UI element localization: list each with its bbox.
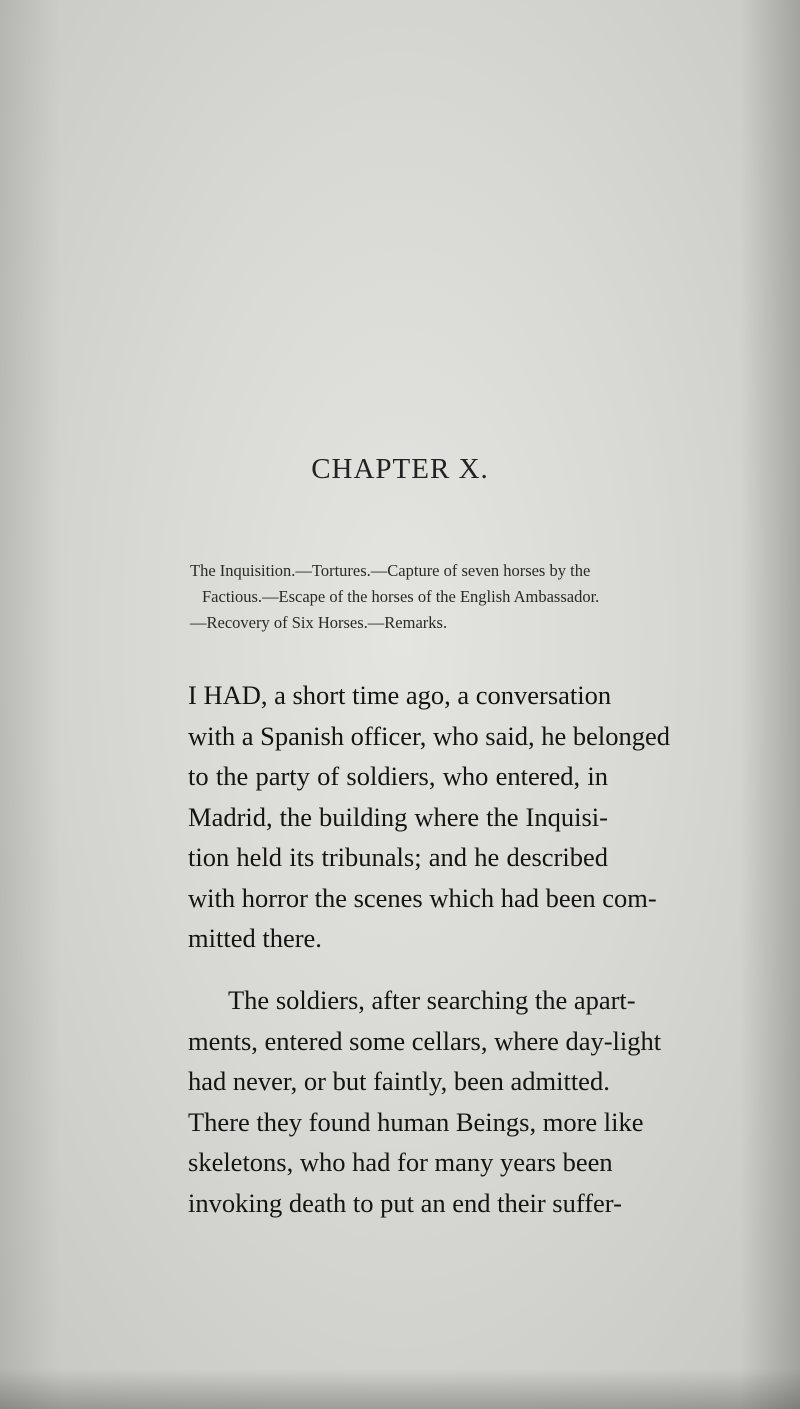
text-line: The soldiers, after searching the apart-	[228, 985, 636, 1015]
text-line: tion held its tribunals; and he described	[188, 842, 608, 872]
text-line: Madrid, the building where the Inquisi-	[188, 801, 608, 832]
text-line: invoking death to put an end their suffer-	[188, 1187, 622, 1218]
text-line: with horror the scenes which had been com-	[188, 882, 657, 913]
paragraph-1	[188, 675, 670, 959]
show-through-texture	[185, 150, 655, 750]
text-line: had never, or but faintly, been admitted.	[188, 1066, 610, 1096]
summary-line: The Inquisition.—Tortures.—Capture of seven horses by the	[190, 561, 591, 580]
summary-line: Factious.—Escape of the horses of the English Ambassador.	[202, 587, 600, 606]
summary-line: —Recovery of Six Horses.—Remarks.	[190, 613, 448, 632]
text-line: ments, entered some cellars, where day-light	[188, 1025, 662, 1056]
chapter-summary	[190, 558, 610, 636]
chapter-title: CHAPTER X.	[311, 453, 489, 485]
text-line: I HAD, a short time ago, a conversation	[188, 680, 612, 710]
text-line: skeletons, who had for many years been	[188, 1147, 613, 1177]
text-line: mitted there.	[188, 923, 322, 953]
text-line: with a Spanish officer, who said, he belonged	[188, 720, 670, 751]
paragraph-2	[188, 980, 662, 1223]
text-line: There they found human Beings, more like	[188, 1106, 644, 1137]
page-bottom-shadow	[0, 1369, 800, 1409]
text-line: to the party of soldiers, who entered, in	[188, 761, 608, 791]
page-left-shadow	[0, 0, 60, 1409]
page-right-shadow	[740, 0, 800, 1409]
